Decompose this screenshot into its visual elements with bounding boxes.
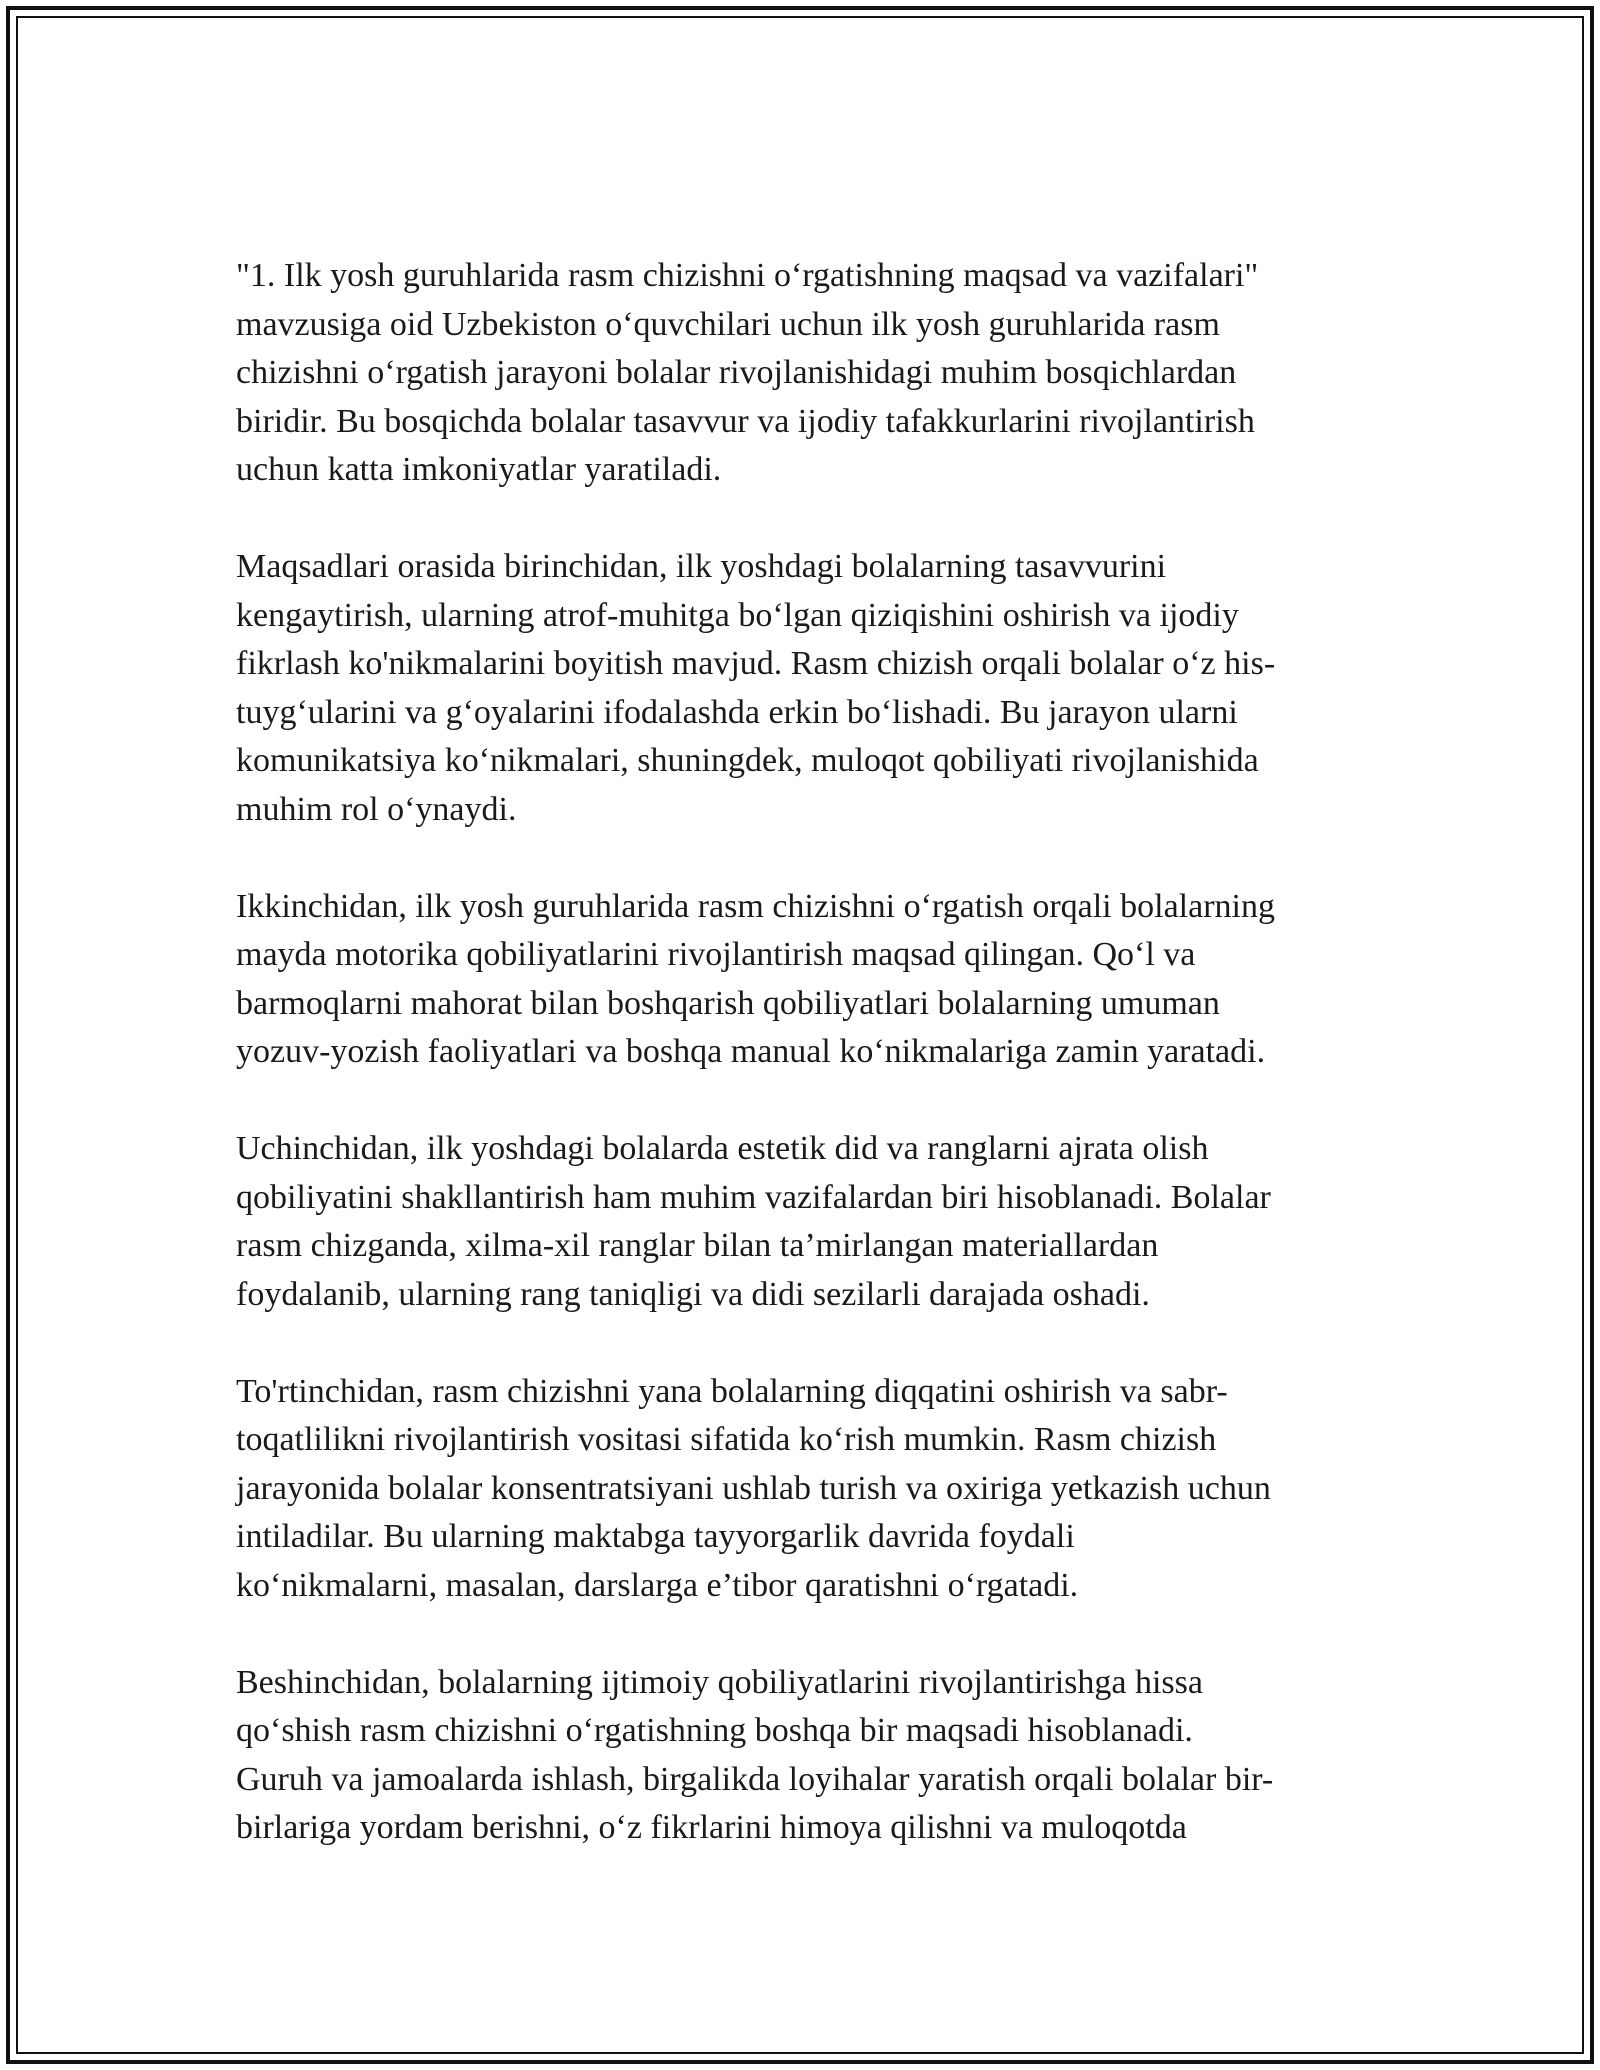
paragraph-gap <box>236 834 1366 883</box>
text-line: ko‘nikmalarni, masalan, darslarga e’tibor qaratishni o‘rgatadi. <box>236 1566 1079 1604</box>
text-line: To'rtinchidan, rasm chizishni yana bolalarning diqqatini oshirish va sabr- <box>236 1372 1228 1410</box>
text-line: biridir. Bu bosqichda bolalar tasavvur va ijodiy tafakkurlarini rivojlantirish <box>236 402 1255 440</box>
document-body <box>236 252 1366 1853</box>
text-line: mavzusiga oid Uzbekiston o‘quvchilari uchun ilk yosh guruhlarida rasm <box>236 305 1220 343</box>
paragraph-gap <box>236 1610 1366 1659</box>
text-line: birlariga yordam berishni, o‘z fikrlarini himoya qilishni va muloqotda <box>236 1809 1187 1846</box>
text-line: rasm chizganda, xilma-xil ranglar bilan ta’mirlangan materiallardan <box>236 1227 1159 1264</box>
text-line: toqatlilikni rivojlantirish vositasi sifatida ko‘rish mumkin. Rasm chizish <box>236 1421 1217 1458</box>
text-line: "1. Ilk yosh guruhlarida rasm chizishni o‘rgatishning maqsad va vazifalari" <box>236 257 1259 294</box>
text-line: Uchinchidan, ilk yoshdagi bolalarda estetik did va ranglarni ajrata olish <box>236 1130 1209 1167</box>
paragraph <box>236 252 1366 495</box>
paragraph <box>236 1659 1366 1853</box>
text-line: barmoqlarni mahorat bilan boshqarish qobiliyatlari bolalarning umuman <box>236 984 1220 1022</box>
paragraph-gap <box>236 1319 1366 1368</box>
text-line: muhim rol o‘ynaydi. <box>236 790 517 828</box>
text-line: foydalanib, ularning rang taniqligi va didi sezilarli darajada oshadi. <box>236 1275 1150 1313</box>
paragraph <box>236 883 1366 1077</box>
text-line: komunikatsiya ko‘nikmalari, shuningdek, muloqot qobiliyati rivojlanishida <box>236 742 1259 779</box>
text-line: tuyg‘ularini va g‘oyalarini ifodalashda erkin bo‘lishadi. Bu jarayon ularni <box>236 693 1238 731</box>
paragraph-gap <box>236 1077 1366 1126</box>
paragraph-gap <box>236 495 1366 544</box>
text-line: kengaytirish, ularning atrof-muhitga bo‘lgan qiziqishini oshirish va ijodiy <box>236 596 1239 634</box>
text-line: fikrlash ko'nikmalarini boyitish mavjud. Rasm chizish orqali bolalar o‘z his- <box>236 645 1276 682</box>
paragraph <box>236 543 1366 834</box>
text-line: Ikkinchidan, ilk yosh guruhlarida rasm chizishni o‘rgatish orqali bolalarning <box>236 887 1275 925</box>
text-line: yozuv-yozish faoliyatlari va boshqa manual ko‘nikmalariga zamin yaratadi. <box>236 1033 1266 1070</box>
paragraph <box>236 1368 1366 1611</box>
text-line: intiladilar. Bu ularning maktabga tayyorgarlik davrida foydali <box>236 1518 1075 1555</box>
text-line: qobiliyatini shakllantirish ham muhim vazifalardan biri hisoblanadi. Bolalar <box>236 1178 1271 1216</box>
text-line: chizishni o‘rgatish jarayoni bolalar rivojlanishidagi muhim bosqichlardan <box>236 354 1237 391</box>
text-line: Maqsadlari orasida birinchidan, ilk yoshdagi bolalarning tasavvurini <box>236 548 1167 585</box>
text-line: uchun katta imkoniyatlar yaratiladi. <box>236 451 722 488</box>
text-line: jarayonida bolalar konsentratsiyani ushlab turish va oxiriga yetkazish uchun <box>236 1469 1271 1507</box>
text-line: Guruh va jamoalarda ishlash, birgalikda loyihalar yaratish orqali bolalar bir- <box>236 1760 1274 1798</box>
text-line: mayda motorika qobiliyatlarini rivojlantirish maqsad qilingan. Qo‘l va <box>236 936 1196 973</box>
text-line: Beshinchidan, bolalarning ijtimoiy qobiliyatlarini rivojlantirishga hissa <box>236 1663 1203 1701</box>
paragraph <box>236 1125 1366 1319</box>
text-line: qo‘shish rasm chizishni o‘rgatishning boshqa bir maqsadi hisoblanadi. <box>236 1712 1193 1749</box>
